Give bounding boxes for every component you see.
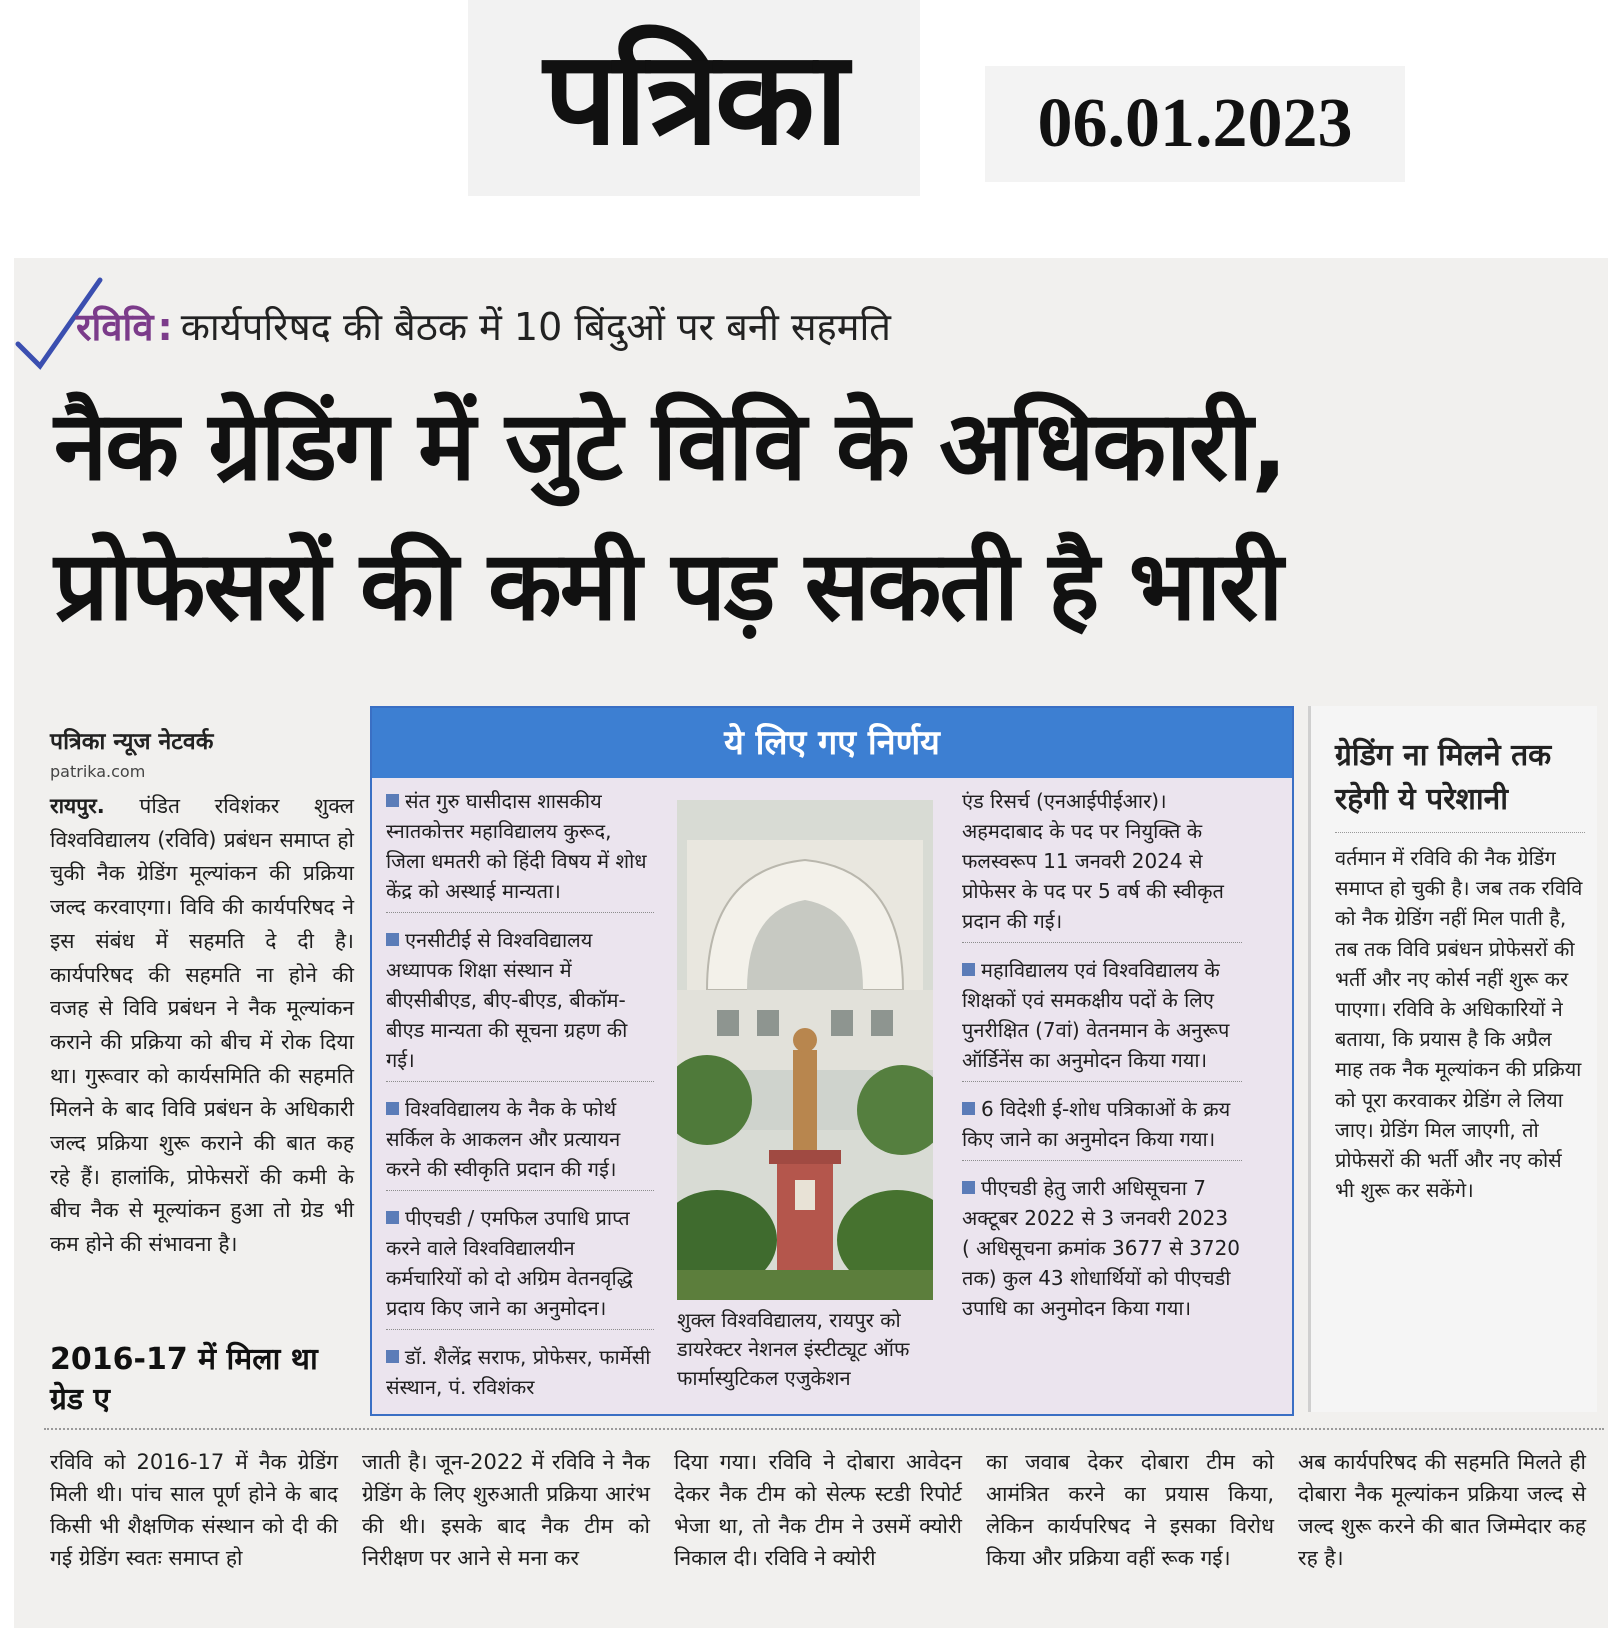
headline-line-1: नैक ग्रेडिंग में जुटे विवि के अधिकारी,	[54, 390, 1286, 502]
bullet-icon	[962, 963, 975, 976]
decision-item: महाविद्यालय एवं विश्वविद्यालय के शिक्षकों एवं समकक्षीय पदों के लिए पुनरीक्षित (7वां) वेतनमान के अनुरूप ऑर्डिनेंस का अनुमोदन किया गया।	[962, 955, 1242, 1082]
byline	[50, 724, 350, 781]
bullet-icon	[386, 1102, 399, 1115]
byline-agency: पत्रिका न्यूज नेटवर्क	[50, 729, 214, 755]
bullet-icon	[962, 1102, 975, 1115]
decision-item: संत गुरु घासीदास शासकीय स्नातकोत्तर महाविद्यालय कुरूद, जिला धमतरी को हिंदी विषय में शोध केंद्र को अस्थाई मान्यता।	[386, 786, 654, 913]
publication-date: 06.01.2023	[1037, 85, 1353, 162]
kicker-label: रविवि	[76, 305, 154, 349]
section-subhead: 2016-17 में मिला था ग्रेड ए	[50, 1342, 318, 1417]
lead-paragraph	[50, 790, 354, 1262]
bottom-column-2: जाती है। जून-2022 में रविवि ने नैक ग्रेडिंग के लिए शुरुआती प्रक्रिया आरंभ की थी। इसके बाद नैक टीम को निरीक्षण पर आने से मना कर	[362, 1450, 650, 1570]
date-stamp	[985, 66, 1405, 182]
headline	[54, 376, 1594, 656]
bullet-icon	[386, 794, 399, 807]
dateline: रायपुर.	[50, 794, 105, 818]
headline-line-2: प्रोफेसरों की कमी पड़ सकती है भारी	[54, 530, 1282, 642]
sidebar-heading: ग्रेडिंग ना मिलने तक रहेगी ये परेशानी	[1335, 734, 1585, 833]
newspaper-clipping	[14, 258, 1608, 1628]
decision-item: विश्वविद्यालय के नैक के फोर्थ सर्किल के आकलन और प्रत्यायन करने की स्वीकृति प्रदान की गई।	[386, 1094, 654, 1191]
decisions-col-1	[386, 786, 654, 1420]
bottom-column-3: दिया गया। रविवि ने दोबारा आवेदन देकर नैक टीम को सेल्फ स्टडी रिपोर्ट भेजा था, तो नैक टीम ने उसमें क्योरी निकाल दी। रविवि ने क्योरी	[674, 1450, 962, 1570]
newspaper-logo: पत्रिका	[543, 21, 845, 174]
decision-continuation: एंड रिसर्च (एनआईपीईआर)। अहमदाबाद के पद पर नियुक्ति के फलस्वरूप 11 जनवरी 2024 से प्रोफेसर के पद पर 5 वर्ष की स्वीकृत प्रदान की गई।	[962, 786, 1242, 943]
decision-item: डॉ. शैलेंद्र सराफ, प्रोफेसर, फार्मेसी संस्थान, पं. रविशंकर	[386, 1345, 651, 1399]
masthead-logo	[468, 0, 920, 196]
photo-caption: शुक्ल विश्वविद्यालय, रायपुर को डायरेक्टर नेशनल इंस्टीट्यूट ऑफ फार्मास्युटिकल एजुकेशन	[677, 1308, 910, 1390]
decisions-col-3	[962, 786, 1242, 1341]
decision-item: पीएचडी हेतु जारी अधिसूचना 7 अक्टूबर 2022 से 3 जनवरी 2023 ( अधिसूचना क्रमांक 3677 से 3720 तक) कुल 43 शोधार्थियों को पीएचडी उपाधि का अनुमोदन किया गया।	[962, 1176, 1241, 1320]
sidebar-body: वर्तमान में रविवि की नैक ग्रेडिंग समाप्त हो चुकी है। जब तक रविवि को नैक ग्रेडिंग नहीं मिल पाती है, तब तक विवि प्रबंधन प्रोफेसरों की भर्ती और नए कोर्स नहीं शुरू कर पाएगा। रविवि के अधिकारियों ने बताया, कि प्रयास है कि अप्रैल माह तक नैक मूल्यांकन की प्रक्रिया को पूरा करवाकर ग्रेडिंग ले लिया जाए। ग्रेडिंग मिल जाएगी, तो प्रोफेसरों की भर्ती और नए कोर्स भी शुरू कर सकेंगे।	[1335, 846, 1583, 1203]
bottom-column-1: रविवि को 2016-17 में नैक ग्रेडिंग मिली थी। पांच साल पूर्ण होने के बाद किसी भी शैक्षणिक संस्थान को दी की गई ग्रेडिंग स्वतः समाप्त हो	[50, 1450, 338, 1570]
bottom-column-5: अब कार्यपरिषद की सहमति मिलते ही दोबारा नैक मूल्यांकन प्रक्रिया जल्द से जल्द शुरू करने की बात जिम्मेदार कह रह है।	[1298, 1450, 1586, 1570]
bottom-column-4: का जवाब देकर दोबारा टीम को आमंत्रित करने का प्रयास किया, लेकिन कार्यपरिषद ने इसका विरोध किया और प्रक्रिया वहीं रूक गई।	[986, 1450, 1274, 1570]
kicker-line: रविवि : कार्यपरिषद की बैठक में 10 बिंदुओं पर बनी सहमति	[76, 305, 891, 349]
sidebar-box	[1308, 706, 1597, 1412]
decision-item: एनसीटीई से विश्वविद्यालय अध्यापक शिक्षा संस्थान में बीएसीबीएड, बीए-बीएड, बीकॉम-बीएड मान्यता की सूचना ग्रहण की गई।	[386, 925, 654, 1082]
lead-body: पंडित रविशंकर शुक्ल विश्वविद्यालय (रविवि) प्रबंधन समाप्त हो चुकी नैक ग्रेडिंग मूल्यांकन की प्रक्रिया जल्द करवाएगा। विवि की कार्यपरिषद ने इस संबंध में सहमति दे दी है। कार्यपरिषद की सहमति ना होने की वजह से विवि प्रबंधन ने नैक मूल्यांकन कराने की प्रक्रिया को बीच में रोक दिया था। गुरूवार को कार्यसमिति की सहमति मिलने के बाद विवि प्रबंधन के अधिकारी जल्द प्रक्रिया शुरू कराने की बात कह रहे हैं। हालांकि, प्रोफेसरों की कमी के बीच नैक से मूल्यांकन हुआ तो ग्रेड भी कम होने की संभावना है।	[50, 794, 354, 1257]
bullet-icon	[386, 933, 399, 946]
decisions-box-title: ये लिए गए निर्णय	[372, 708, 1292, 778]
decision-item: पीएचडी / एमफिल उपाधि प्राप्त करने वाले विश्वविद्यालयीन कर्मचारियों को दो अग्रिम वेतनवृद्धि प्रदाय किए जाने का अनुमोदन।	[386, 1203, 654, 1330]
decisions-box	[370, 706, 1294, 1416]
university-statue-photo	[677, 800, 933, 1300]
bullet-icon	[962, 1181, 975, 1194]
section-divider	[44, 1428, 1604, 1430]
decision-item: 6 विदेशी ई-शोध पत्रिकाओं के क्रय किए जाने का अनुमोदन किया गया।	[962, 1094, 1242, 1161]
bottom-columns	[50, 1446, 1606, 1606]
bullet-icon	[386, 1211, 399, 1224]
kicker-text: कार्यपरिषद की बैठक में 10 बिंदुओं पर बनी सहमति	[180, 305, 891, 349]
bullet-icon	[386, 1350, 399, 1363]
byline-site: patrika.com	[50, 762, 146, 781]
building-statue-illustration	[677, 800, 933, 1300]
